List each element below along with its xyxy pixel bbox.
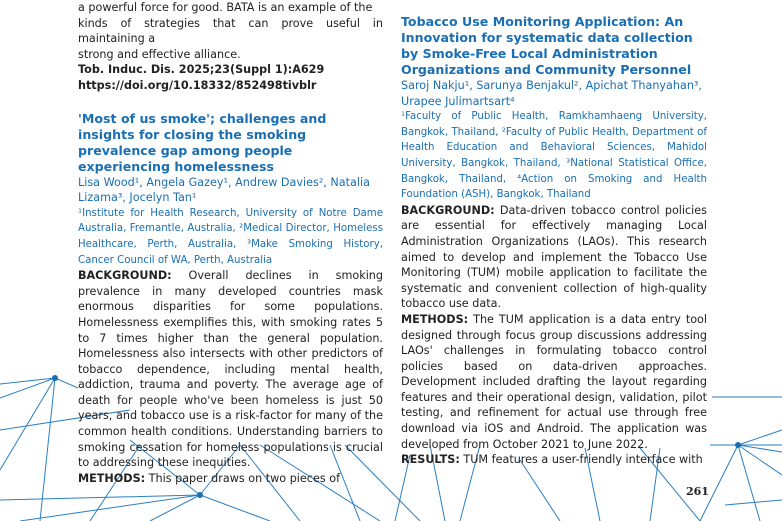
results-text: TUM features a user-friendly interface with [463,453,703,467]
intro-line: kinds of strategies that can prove useful in maintaining a [78,16,383,46]
intro-line: strong and effective alliance. [78,47,241,61]
background-text: Data-driven tobacco control policies are essential for effectively managing Local Administration Organizations (LAOs). This research aimed to develop and implement the Tobacco Use Monitoring (TUM) mobile application to facilitate the systematic and convenient collection of high-quality tobacco use data. [401,203,707,311]
abstract-title: 'Most of us smoke'; challenges and insights for closing the smoking prevalence gap among people experiencing homelessness [78,110,327,174]
affiliations: ¹Faculty of Public Health, Ramkhamhaeng University, Bangkok, Thailand, ²Faculty of Public Health, Department of Health Education and Behavioral Sciences, Mahidol University, Bangkok, Thailand, ³National Statistical Office, Bangkok, Thailand, ⁴Action on Smoking and Health Foundation (ASH), Bangkok, Thailand [401,111,707,201]
affiliations: ¹Institute for Health Research, University of Notre Dame Australia, Fremantle, Australia, ²Medical Director, Homeless Healthcare, Perth, Australia, ³Make Smoking History, Cancer Council of WA, Perth, Australia [78,207,383,266]
methods-section [78,471,383,487]
citation: Tob. Induc. Dis. 2025;23(Suppl 1):A629 [78,63,325,77]
background-section [78,268,383,471]
background-section [401,203,707,312]
methods-text: The TUM application is a data entry tool designed through focus group discussions addressing LAOs' challenges in formulating tobacco control policies based on data-driven approaches. Development included drafting the layout regarding features and their operational design, validation, pilot testing, and refinement for actual use through free download via iOS and Android. The application was developed from October 2021 to June 2022. [401,312,708,451]
left-column [78,0,383,486]
methods-label: METHODS: [78,471,146,485]
methods-label: METHODS: [401,312,469,326]
methods-section [401,312,707,452]
background-text: Overall declines in smoking prevalence in many developed countries mask enormous disparities for some populations. Homelessness exemplifies this, with smoking rates 5 to 7 times higher than the general population. Homelessness also intersects with other predictors of tobacco dependence, including mental health, addiction, trauma and poverty. The average age of death for people who've been homeless is just 50 years, and tobacco use is a risk-factor for many of the common health conditions. Understanding barriers to smoking cessation for homeless populations is crucial to addressing these inequities. [78,269,383,470]
author-list: Saroj Nakju¹, Sarunya Benjakul², Apichat Thanyahan³, Urapee Julimartsart⁴ [401,79,702,108]
doi-link[interactable]: https://doi.org/10.18332/852498tivblr [78,78,317,92]
results-section [401,452,707,468]
results-label: RESULTS: [401,453,460,467]
methods-text: This paper draws on two pieces of [148,471,341,485]
intro-line: a powerful force for good. BATA is an example of the [78,1,373,14]
abstract-title: Tobacco Use Monitoring Application: An Innovation for systematic data collection by Smoke-Free Local Administration Organizations and Community Personnel [401,14,693,77]
author-list: Lisa Wood¹, Angela Gazey¹, Andrew Davies², Natalia Lizama³, Jocelyn Tan¹ [78,175,370,205]
background-label: BACKGROUND: [78,269,172,283]
background-label: BACKGROUND: [401,203,495,217]
page-number: 261 [686,485,709,498]
right-column [401,14,707,468]
